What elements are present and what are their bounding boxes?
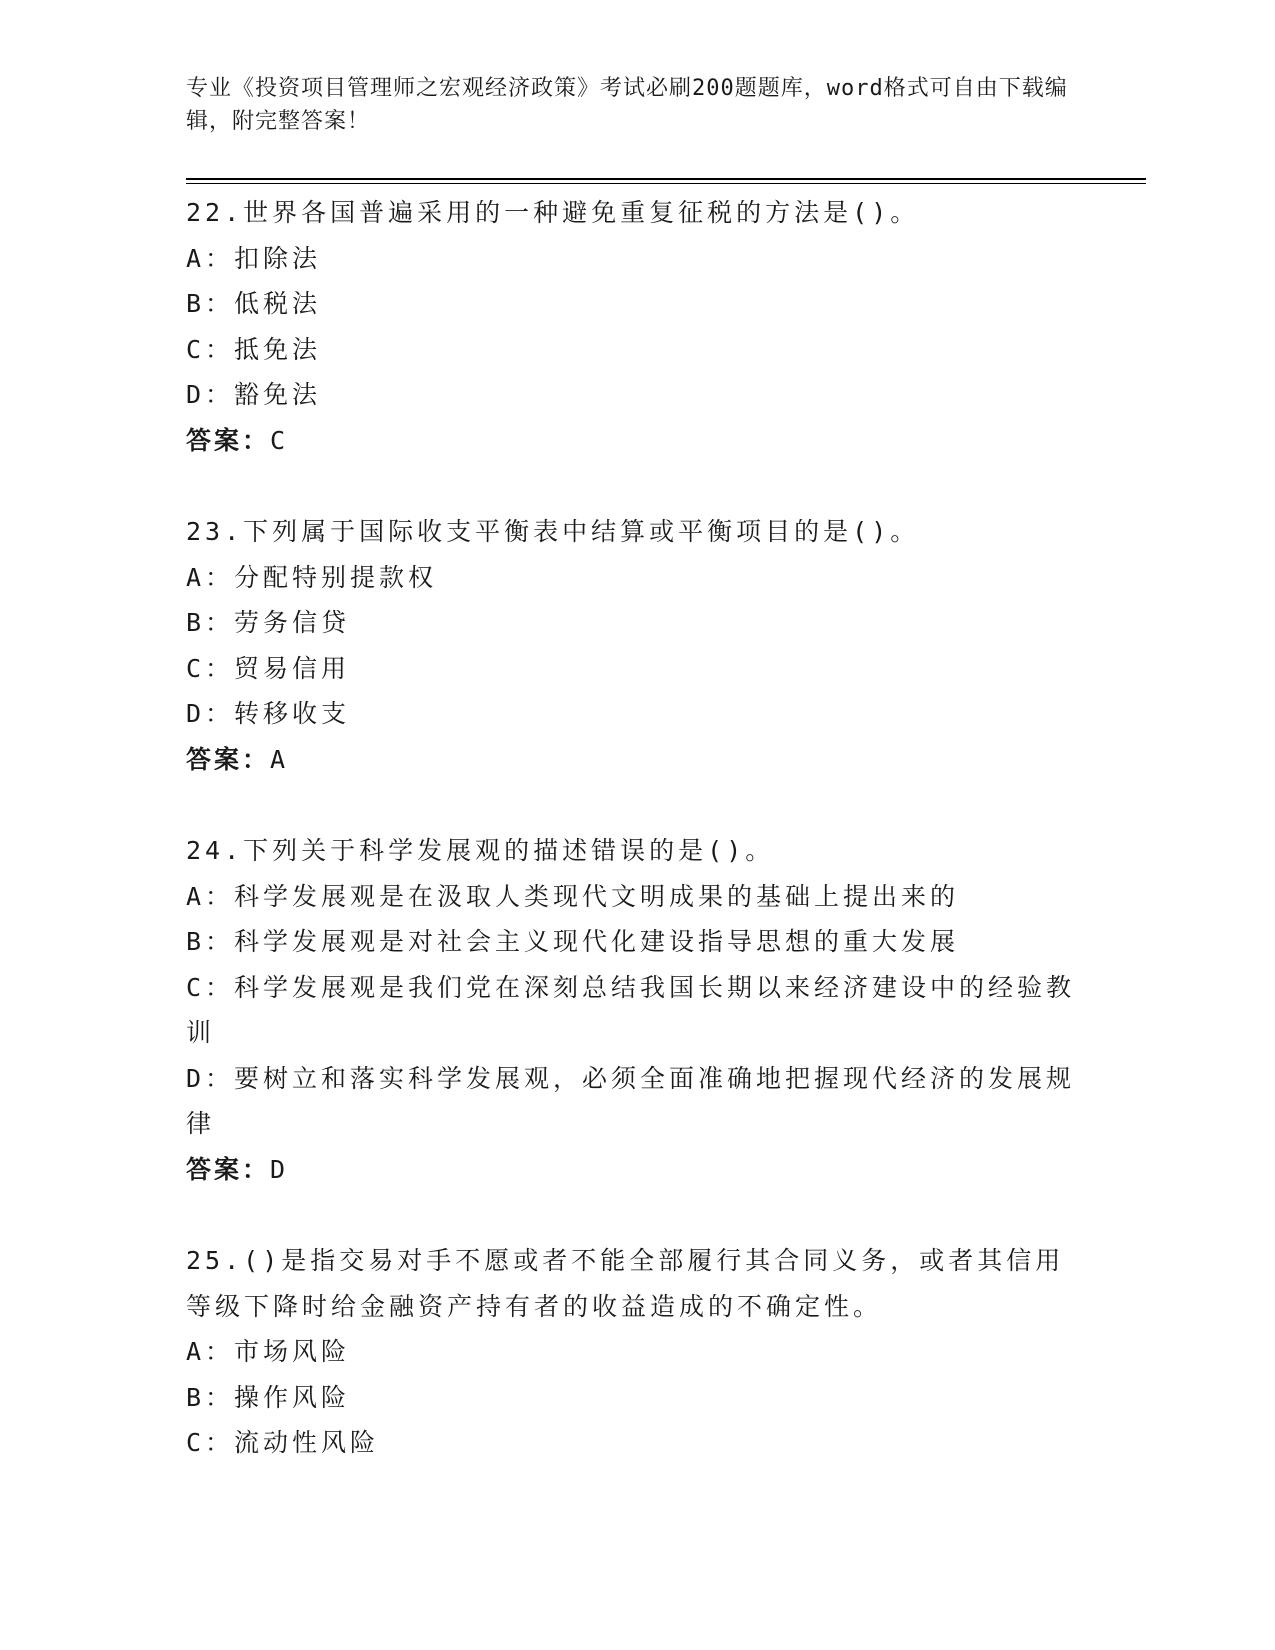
option-d: D：转移收支 [186,699,351,728]
answer-line [186,418,1076,464]
question-stem: 22.世界各国普遍采用的一种避免重复征税的方法是()。 [186,198,920,227]
option-b: B：操作风险 [186,1382,351,1412]
header-divider-thin [186,183,1146,184]
option-c: C：抵免法 [186,334,322,364]
option-c: C：贸易信用 [186,653,351,683]
question-stem: 25.()是指交易对手不愿或者不能全部履行其合同义务，或者其信用等级下降时给金融资产持有者的收益造成的不确定性。 [186,1246,1065,1321]
option-b: B：科学发展观是对社会主义现代化建设指导思想的重大发展 [186,927,960,956]
option-a: A：市场风险 [186,1337,351,1366]
question-24 [186,828,1076,1192]
question-stem: 23.下列属于国际收支平衡表中结算或平衡项目的是()。 [186,517,920,546]
document-header: 专业《投资项目管理师之宏观经济政策》考试必刷200题题库，word格式可自由下载编辑，附完整答案！ [186,76,1068,134]
option-d: D：要树立和落实科学发展观，必须全面准确地把握现代经济的发展规律 [186,1063,1076,1138]
answer-label: 答案： [186,425,271,455]
answer-line [186,737,1076,783]
question-23 [186,509,1076,782]
option-a: A：科学发展观是在汲取人类现代文明成果的基础上提出来的 [186,881,960,911]
option-c: C：流动性风险 [186,1428,380,1457]
option-b: B：低税法 [186,289,322,318]
option-a: A：分配特别提款权 [186,562,438,592]
question-22 [186,190,1076,463]
option-d: D：豁免法 [186,380,322,409]
answer-value: A [270,744,289,774]
option-b: B：劳务信贷 [186,608,351,637]
question-25 [186,1238,1076,1466]
answer-value: C [270,425,289,455]
option-a: A：扣除法 [186,243,322,273]
answer-value: D [270,1154,289,1184]
question-stem: 24.下列关于科学发展观的描述错误的是()。 [186,836,775,865]
answer-line [186,1147,1076,1193]
question-list [186,190,1076,1512]
option-c: C：科学发展观是我们党在深刻总结我国长期以来经济建设中的经验教训 [186,972,1076,1047]
header-divider-thick [186,178,1146,180]
answer-label: 答案： [186,1154,271,1184]
answer-label: 答案： [186,744,271,774]
